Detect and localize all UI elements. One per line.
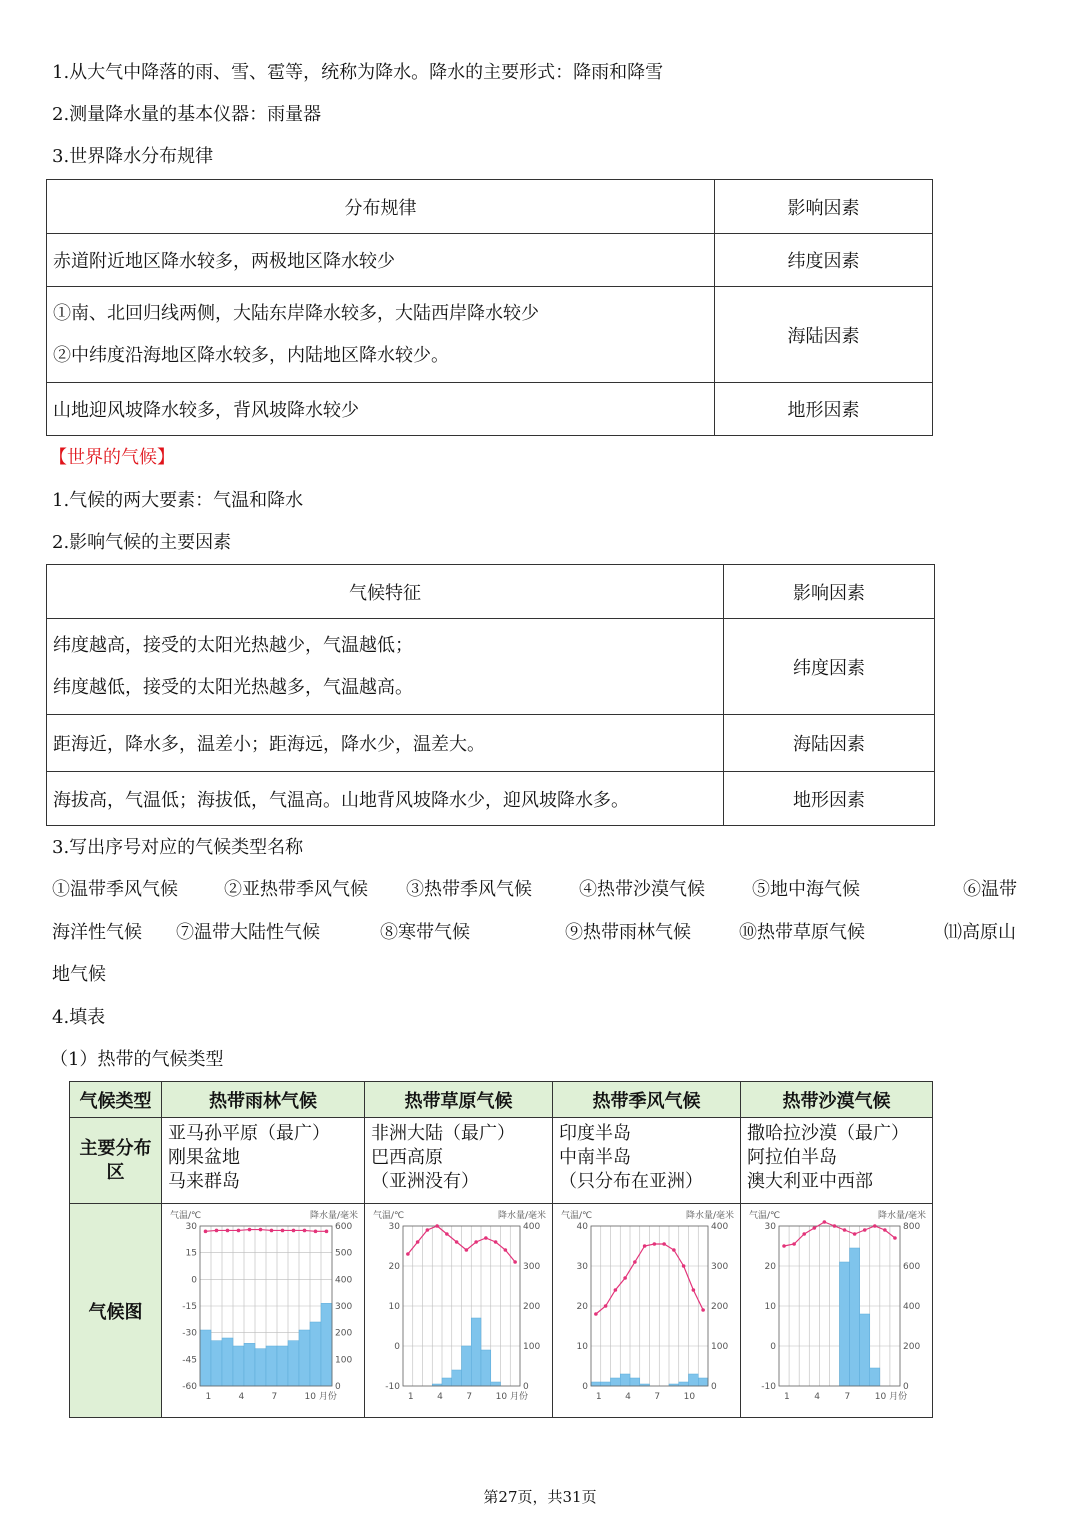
table-cell-line: 纬度越低，接受的太阳光热越多，气温越高。 — [53, 676, 413, 698]
table-cell — [162, 1118, 365, 1204]
table-header: 热带草原气候 — [365, 1082, 553, 1118]
section-title-world-climate: 【世界的气候】 — [49, 447, 175, 468]
x-tick-label: 1 — [595, 1392, 602, 1402]
temperature-point — [270, 1229, 274, 1233]
climate-type-item: ⑧寒带气候 — [380, 922, 470, 943]
temp-tick-label: 30 — [388, 1222, 400, 1232]
temperature-point — [303, 1229, 307, 1233]
temp-tick-label: 10 — [764, 1302, 776, 1312]
precip-bar — [620, 1374, 630, 1386]
table-header: 热带雨林气候 — [162, 1082, 365, 1118]
precip-bar — [266, 1346, 277, 1386]
temperature-point — [594, 1312, 598, 1316]
precip-bar — [481, 1350, 491, 1386]
temperature-point — [237, 1229, 241, 1233]
precip-bar — [222, 1338, 233, 1386]
region-line: （亚洲没有） — [371, 1171, 479, 1192]
temperature-point — [692, 1288, 696, 1292]
temperature-point — [792, 1242, 796, 1246]
temperature-point — [643, 1244, 647, 1248]
precip-tick-label: 600 — [335, 1222, 353, 1232]
temperature-point — [604, 1304, 608, 1308]
table-cell: 赤道附近地区降水较多，两极地区降水较少 — [47, 234, 715, 287]
x-tick-label: 7 — [271, 1392, 278, 1402]
temp-axis-label: 气温/℃ — [170, 1211, 202, 1221]
temperature-point — [435, 1224, 439, 1228]
region-line: 非洲大陆（最广） — [371, 1123, 515, 1144]
table-row-header: 气候图 — [70, 1204, 162, 1418]
temperature-point — [633, 1260, 637, 1264]
temp-tick-label: -15 — [182, 1302, 197, 1312]
climate-type-item: ①温带季风气候 — [52, 879, 178, 900]
temp-tick-label: 20 — [764, 1262, 776, 1272]
table-cell — [741, 1118, 933, 1204]
precip-tick-label: 0 — [711, 1382, 717, 1392]
climate-chart-cell — [553, 1204, 741, 1418]
precip-tick-label: 600 — [903, 1262, 921, 1272]
precip-tick-label: 200 — [523, 1302, 541, 1312]
climate-chart-cell — [365, 1204, 553, 1418]
climate-type-item: ⑩热带草原气候 — [739, 922, 865, 943]
table-cell: 纬度因素 — [724, 619, 935, 715]
table-cell — [553, 1118, 741, 1204]
precip-bar — [244, 1343, 255, 1386]
climate-type-item: 海洋性气候 — [52, 922, 142, 943]
precip-bar — [211, 1341, 222, 1386]
temperature-point — [662, 1242, 666, 1246]
x-tick-label: 10 月份 — [874, 1392, 908, 1402]
temp-tick-label: 10 — [388, 1302, 400, 1312]
temp-tick-label: -60 — [182, 1382, 197, 1392]
precip-axis-label: 降水量/毫米 — [309, 1211, 358, 1221]
precip-bar — [630, 1378, 640, 1386]
temperature-point — [883, 1228, 887, 1232]
x-tick-label: 1 — [784, 1392, 790, 1402]
temperature-point — [782, 1244, 786, 1248]
climate-factor-table — [46, 564, 935, 826]
temp-tick-label: 30 — [764, 1222, 776, 1232]
precip-bar — [471, 1318, 481, 1386]
x-tick-label: 4 — [814, 1392, 821, 1402]
precip-bar — [310, 1322, 321, 1386]
precip-bar — [277, 1346, 288, 1386]
temp-tick-label: -10 — [385, 1382, 400, 1392]
fill-title: 4.填表 — [52, 1007, 106, 1028]
temperature-point — [672, 1248, 676, 1252]
region-line: 撒哈拉沙漠（最广） — [747, 1123, 909, 1144]
temperature-point — [259, 1228, 263, 1232]
table-header: 气候特征 — [47, 565, 724, 619]
table-header: 热带沙漠气候 — [741, 1082, 933, 1118]
temperature-point — [325, 1230, 329, 1234]
x-tick-label: 10 月份 — [304, 1392, 337, 1402]
climate-type-item: ④热带沙漠气候 — [579, 879, 705, 900]
precip-bar — [288, 1341, 299, 1386]
region-line: 刚果盆地 — [168, 1147, 240, 1168]
region-line: 巴西高原 — [371, 1147, 443, 1168]
precip-bar — [462, 1346, 472, 1386]
precip-axis-label: 降水量/毫米 — [497, 1211, 546, 1221]
precip-bar — [591, 1382, 601, 1386]
temperature-point — [504, 1248, 508, 1252]
precip-axis-label: 降水量/毫米 — [685, 1211, 734, 1221]
temperature-point — [248, 1228, 252, 1232]
climate-type-item: ②亚热带季风气候 — [224, 879, 368, 900]
page-footer: 第27页，共31页 — [483, 1488, 597, 1506]
temperature-point — [406, 1252, 410, 1256]
temperature-point — [812, 1226, 816, 1230]
temperature-point — [893, 1236, 897, 1240]
precip-tick-label: 0 — [335, 1382, 341, 1392]
region-line: 澳大利亚中西部 — [747, 1171, 873, 1192]
table-cell: 地形因素 — [724, 772, 935, 826]
precip-bar — [689, 1374, 699, 1386]
climate-chart-cell — [162, 1204, 365, 1418]
temp-axis-label: 气温/℃ — [749, 1211, 781, 1221]
table-cell: 海陆因素 — [724, 715, 935, 772]
table-cell-line: 纬度越高，接受的太阳光热越少，气温越低； — [53, 634, 413, 656]
region-line: 马来群岛 — [168, 1171, 240, 1192]
precip-bar — [611, 1378, 621, 1386]
climate-chart-monsoon — [553, 1204, 738, 1412]
table-cell — [47, 287, 715, 383]
climate-type-item: ⑥温带 — [963, 879, 1017, 900]
x-tick-label: 10 月份 — [495, 1392, 528, 1402]
region-line: （只分布在亚洲） — [559, 1171, 703, 1192]
temp-tick-label: 0 — [191, 1275, 197, 1286]
precip-bar — [679, 1382, 689, 1386]
region-line: 印度半岛 — [559, 1123, 631, 1144]
precip-bar — [452, 1370, 462, 1386]
x-tick-label: 7 — [654, 1392, 661, 1402]
temperature-point — [215, 1229, 219, 1233]
precip-distribution-table — [46, 179, 933, 436]
climate-line-1: 1.气候的两大要素：气温和降水 — [52, 490, 304, 511]
temperature-point — [833, 1224, 837, 1228]
temp-axis-label: 气温/℃ — [373, 1211, 405, 1221]
region-line: 亚马孙平原（最广） — [168, 1123, 330, 1144]
precip-bar — [491, 1382, 501, 1386]
precip-bar — [870, 1368, 880, 1386]
table-cell — [47, 619, 724, 715]
precip-bar — [442, 1378, 452, 1386]
table-header: 热带季风气候 — [553, 1082, 741, 1118]
climate-chart-rainforest — [162, 1204, 362, 1412]
temperature-point — [863, 1228, 867, 1232]
precip-tick-label: 200 — [335, 1328, 353, 1339]
temperature-point — [314, 1230, 318, 1234]
table-row-header — [70, 1118, 162, 1204]
precip-tick-label: 300 — [711, 1262, 729, 1272]
table-cell: 纬度因素 — [715, 234, 933, 287]
table-header: 气候类型 — [70, 1082, 162, 1118]
types-title: 3.写出序号对应的气候类型名称 — [52, 837, 304, 858]
precip-tick-label: 800 — [903, 1222, 921, 1232]
climate-type-item: ⑨热带雨林气候 — [565, 922, 691, 943]
temperature-point — [226, 1229, 230, 1233]
temperature-point — [802, 1232, 806, 1236]
temp-tick-label: 30 — [185, 1222, 197, 1232]
climate-chart-desert — [741, 1204, 930, 1412]
temperature-point — [474, 1240, 478, 1244]
precip-tick-label: 400 — [523, 1222, 541, 1232]
table-cell: 距海近，降水多，温差小；距海远，降水少，温差大。 — [47, 715, 724, 772]
temperature-point — [843, 1228, 847, 1232]
temp-tick-label: 30 — [576, 1262, 588, 1272]
precip-bar — [299, 1330, 310, 1386]
temperature-point — [823, 1220, 827, 1224]
intro-line-3: 3.世界降水分布规律 — [52, 146, 214, 167]
intro-line-1: 1.从大气中降落的雨、雪、雹等，统称为降水。降水的主要形式：降雨和降雪 — [52, 62, 664, 83]
temp-tick-label: -45 — [182, 1355, 197, 1366]
table-cell: 地形因素 — [715, 383, 933, 436]
temp-tick-label: 10 — [576, 1342, 588, 1352]
climate-line-2: 2.影响气候的主要因素 — [52, 532, 232, 553]
climate-type-item: ⑾高原山 — [944, 922, 1016, 943]
x-tick-label: 10 — [683, 1392, 696, 1402]
x-tick-label: 4 — [625, 1392, 631, 1402]
precip-bar — [321, 1303, 332, 1386]
precip-bar — [200, 1330, 211, 1386]
table-cell-line: ①南、北回归线两侧，大陆东岸降水较多，大陆西岸降水较少 — [53, 302, 539, 324]
x-tick-label: 4 — [238, 1392, 245, 1402]
temperature-point — [513, 1260, 517, 1264]
temperature-point — [614, 1288, 618, 1292]
x-tick-label: 1 — [205, 1392, 212, 1402]
temp-tick-label: -30 — [182, 1328, 197, 1339]
temp-tick-label: 15 — [185, 1248, 197, 1259]
temp-tick-label: 0 — [582, 1382, 588, 1392]
temp-tick-label: 20 — [576, 1302, 588, 1312]
table-header: 影响因素 — [715, 180, 933, 234]
region-line: 中南半岛 — [559, 1147, 631, 1168]
table-header: 分布规律 — [47, 180, 715, 234]
temperature-point — [873, 1224, 877, 1228]
climate-type-item: ⑦温带大陆性气候 — [176, 922, 320, 943]
precip-bar — [601, 1382, 611, 1386]
precip-tick-label: 400 — [711, 1222, 729, 1232]
temp-tick-label: 0 — [394, 1342, 400, 1352]
temp-tick-label: 20 — [388, 1262, 400, 1272]
precip-tick-label: 300 — [523, 1262, 541, 1272]
climate-chart-cell — [741, 1204, 933, 1418]
table-cell — [365, 1118, 553, 1204]
precip-tick-label: 500 — [335, 1248, 353, 1259]
temperature-point — [484, 1236, 488, 1240]
x-tick-label: 4 — [437, 1392, 443, 1402]
precip-bar — [860, 1314, 870, 1386]
region-line: 阿拉伯半岛 — [747, 1147, 837, 1168]
temperature-point — [653, 1242, 657, 1246]
precip-bar — [698, 1378, 708, 1386]
precip-tick-label: 0 — [903, 1382, 909, 1392]
precip-bar — [850, 1248, 860, 1386]
climate-type-item: ③热带季风气候 — [406, 879, 532, 900]
temperature-point — [682, 1264, 686, 1268]
precip-tick-label: 100 — [711, 1342, 729, 1352]
temperature-point — [445, 1232, 449, 1236]
x-tick-label: 7 — [466, 1392, 473, 1402]
precip-tick-label: 200 — [903, 1342, 921, 1352]
x-tick-label: 7 — [844, 1392, 851, 1402]
intro-line-2: 2.测量降水量的基本仪器：雨量器 — [52, 104, 322, 125]
temp-tick-label: 0 — [770, 1342, 776, 1352]
climate-type-item: 地气候 — [52, 964, 106, 985]
precip-tick-label: 400 — [335, 1275, 353, 1286]
temperature-point — [494, 1240, 498, 1244]
precip-tick-label: 200 — [711, 1302, 729, 1312]
precip-tick-label: 0 — [523, 1382, 529, 1392]
fill-subtitle: （1）热带的气候类型 — [50, 1049, 224, 1070]
precip-axis-label: 降水量/毫米 — [877, 1211, 926, 1221]
table-cell: 海陆因素 — [715, 287, 933, 383]
temperature-point — [623, 1276, 627, 1280]
temperature-point — [426, 1228, 430, 1232]
precip-bar — [255, 1349, 266, 1386]
x-tick-label: 1 — [407, 1392, 414, 1402]
temperature-point — [204, 1230, 208, 1234]
precip-tick-label: 100 — [523, 1342, 541, 1352]
climate-chart-savanna — [365, 1204, 550, 1412]
temperature-point — [281, 1229, 285, 1233]
precip-tick-label: 100 — [335, 1355, 353, 1366]
precip-bar — [233, 1346, 244, 1386]
temperature-point — [465, 1248, 469, 1252]
table-cell: 海拔高，气温低；海拔低，气温高。山地背风坡降水少，迎风坡降水多。 — [47, 772, 724, 826]
precip-bar — [840, 1262, 850, 1386]
region-label: 主要分布区 — [79, 1137, 152, 1183]
climate-type-item: ⑤地中海气候 — [752, 879, 860, 900]
table-cell: 山地迎风坡降水较多，背风坡降水较少 — [47, 383, 715, 436]
temperature-point — [416, 1240, 420, 1244]
temperature-point — [701, 1308, 705, 1312]
table-cell-line: ②中纬度沿海地区降水较多，内陆地区降水较少。 — [53, 344, 449, 366]
temperature-point — [853, 1232, 857, 1236]
precip-tick-label: 300 — [335, 1302, 353, 1312]
temp-tick-label: -10 — [761, 1382, 776, 1392]
precip-tick-label: 400 — [903, 1302, 921, 1312]
temperature-point — [292, 1229, 296, 1233]
temp-axis-label: 气温/℃ — [561, 1211, 593, 1221]
temp-tick-label: 40 — [576, 1222, 588, 1232]
temperature-point — [455, 1240, 459, 1244]
tropical-climate-table — [69, 1081, 933, 1418]
table-header: 影响因素 — [724, 565, 935, 619]
